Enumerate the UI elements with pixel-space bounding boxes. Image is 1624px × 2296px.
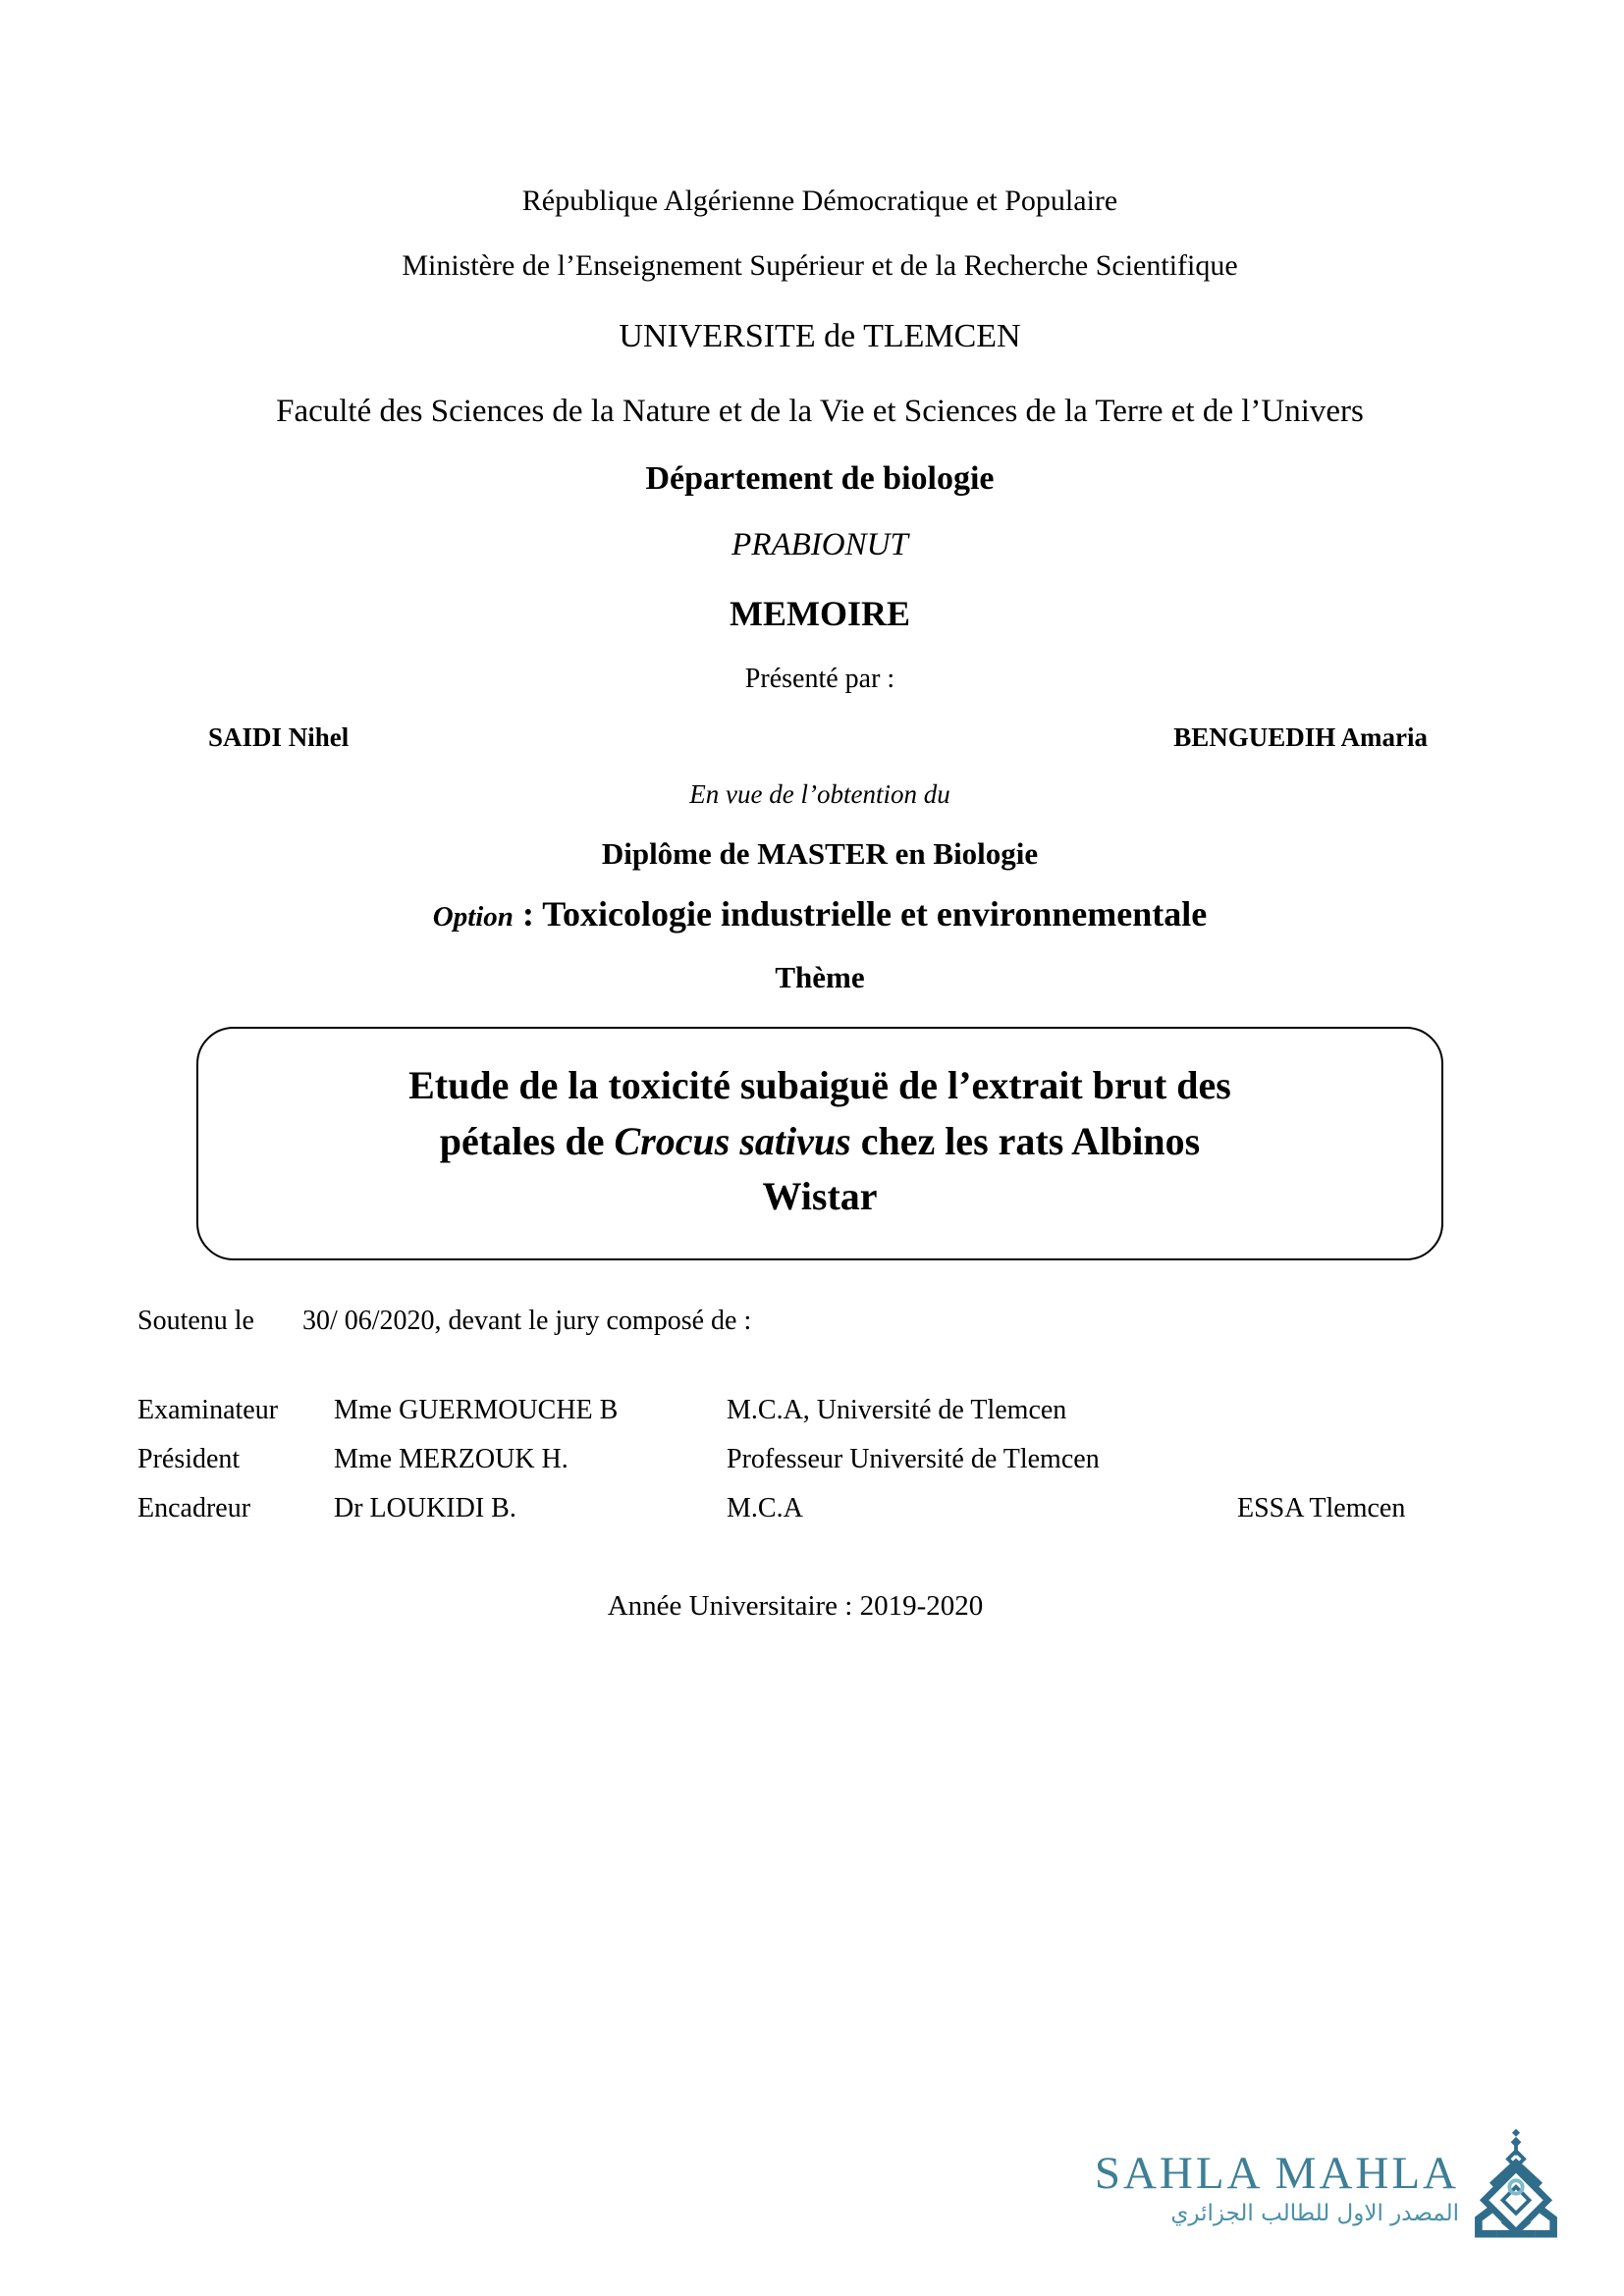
theme-title-box [196, 1027, 1443, 1260]
jury-affiliation: Professeur Université de Tlemcen [727, 1444, 1100, 1475]
table-row [137, 1484, 1453, 1533]
theme-title-line-1: Etude de la toxicité subaiguë de l’extrait brut des [408, 1062, 1231, 1107]
jury-person: Dr LOUKIDI B. [334, 1493, 516, 1524]
jury-person: Mme MERZOUK H. [334, 1444, 568, 1475]
watermark-logo [1095, 2127, 1563, 2247]
academic-year-line: Année Universitaire : 2019-2020 [607, 1590, 984, 1623]
jury-affiliation: M.C.A [727, 1493, 803, 1524]
cover-content [137, 0, 1453, 1623]
jury-role: Examinateur [137, 1395, 279, 1426]
watermark-tagline: المصدر الاول للطالب الجزائري [1170, 2201, 1459, 2226]
faculty-line: Faculté des Sciences de la Nature et de la Vie et Sciences de la Terre et de l’Univers [276, 394, 1364, 429]
department-line: Département de biologie [645, 459, 995, 497]
defense-date-line: Soutenu le 30/ 06/2020, devant le jury composé de : [137, 1306, 752, 1337]
sahla-mahla-mark-icon [1469, 2127, 1563, 2247]
author-name-1: SAIDI Nihel [208, 721, 350, 752]
theme-title-line-3: Wistar [762, 1174, 878, 1219]
jury-extra: ESSA Tlemcen [1237, 1493, 1406, 1524]
theme-label: Thème [775, 959, 865, 994]
jury-table [137, 1386, 1453, 1533]
laboratory-line: PRABIONUT [731, 526, 908, 562]
presented-by-label: Présenté par : [744, 663, 895, 694]
theme-title-line-2-suffix: chez les rats Albinos [850, 1118, 1201, 1163]
theme-title-line-2-prefix: pétales de [439, 1118, 615, 1163]
option-separator: : [513, 893, 543, 934]
theme-title [232, 1058, 1408, 1225]
republic-line: République Algérienne Démocratique et Populaire [521, 185, 1118, 217]
table-row [137, 1386, 1453, 1435]
species-name: Crocus sativus [614, 1118, 851, 1163]
author-name-2: BENGUEDIH Amaria [1173, 721, 1428, 752]
jury-extra [1237, 1386, 1453, 1435]
jury-extra [1237, 1435, 1453, 1484]
jury-affiliation: M.C.A, Université de Tlemcen [727, 1395, 1067, 1426]
authors-row [187, 722, 1453, 753]
university-line: UNIVERSITE de TLEMCEN [619, 318, 1021, 354]
jury-person: Mme GUERMOUCHE B [334, 1395, 619, 1426]
watermark-text-block [1095, 2127, 1459, 2225]
jury-role: Encadreur [137, 1493, 251, 1524]
ministry-line: Ministère de l’Enseignement Supérieur et de la Recherche Scientifique [402, 249, 1238, 282]
jury-role: Président [137, 1444, 241, 1475]
watermark-brand: SAHLA MAHLA [1094, 2148, 1459, 2199]
option-line [187, 893, 1453, 934]
purpose-label: En vue de l’obtention du [689, 778, 950, 809]
document-type-heading: MEMOIRE [730, 593, 910, 633]
degree-line: Diplôme de MASTER en Biologie [601, 835, 1039, 871]
option-word: Option [432, 900, 514, 933]
table-row [137, 1435, 1453, 1484]
option-value: Toxicologie industrielle et environnementale [542, 893, 1208, 934]
